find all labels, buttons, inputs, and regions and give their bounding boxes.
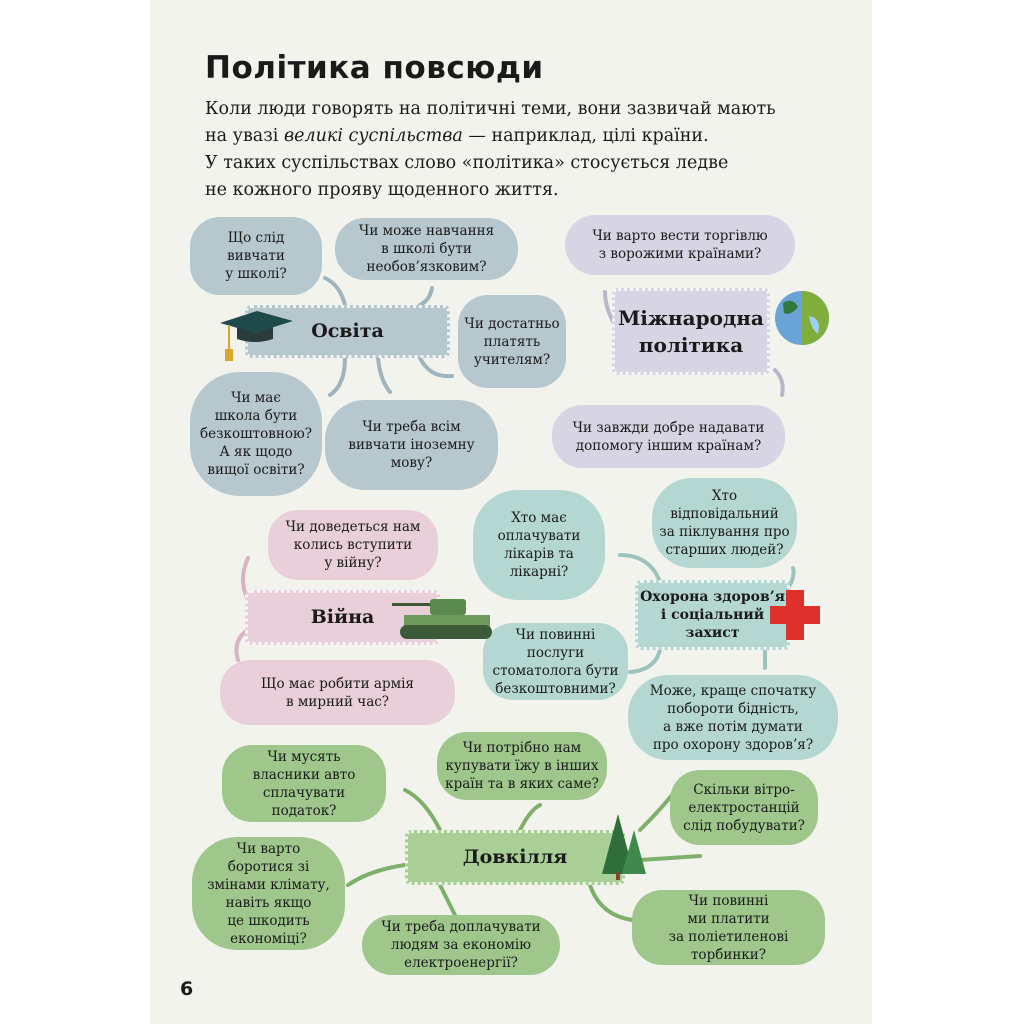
- globe-icon: [774, 290, 830, 346]
- question-bubble: Чи потрібно нам купувати їжу в інших країн та в яких саме?: [437, 732, 607, 800]
- intro-line: не кожного прояву щоденного життя.: [205, 180, 559, 200]
- intro-emphasis: великі суспільства: [283, 126, 463, 146]
- question-bubble: Чи завжди добре надавати допомогу іншим країнам?: [552, 405, 785, 468]
- intro-line: У таких суспільствах слово «політика» стосується ледве: [205, 153, 729, 173]
- red-cross-icon: [768, 588, 822, 642]
- question-bubble: Хто має оплачувати лікарів та лікарні?: [473, 490, 605, 600]
- question-bubble: Чи повинні послуги стоматолога бути безкоштовними?: [483, 623, 628, 700]
- question-bubble: Що має робити армія в мирний час?: [220, 660, 455, 725]
- question-bubble: Чи може навчання в школі бути необов’язковим?: [335, 218, 518, 280]
- question-bubble: Чи варто вести торгівлю з ворожими країнами?: [565, 215, 795, 275]
- topic-war: Війна: [245, 590, 440, 645]
- topic-international-politics: Міжнародна політика: [612, 288, 770, 375]
- question-bubble: Може, краще спочатку побороти бідність, а вже потім думати про охорону здоров’я?: [628, 675, 838, 760]
- topic-health-social: Охорона здоров’я і соціальний захист: [635, 580, 790, 650]
- question-bubble: Чи мусять власники авто сплачувати податок?: [222, 745, 386, 822]
- question-bubble: Чи має школа бути безкоштовною? А як щодо вищої освіти?: [190, 372, 322, 496]
- question-bubble: Чи треба всім вивчати іноземну мову?: [325, 400, 498, 490]
- tank-icon: [390, 595, 494, 643]
- question-bubble: Чи треба доплачувати людям за економію електроенергії?: [362, 915, 560, 975]
- question-bubble: Чи доведеться нам колись вступити у війну?: [268, 510, 438, 580]
- question-bubble: Чи варто боротися зі змінами клімату, навіть якщо це шкодить економіці?: [192, 837, 345, 950]
- pine-trees-icon: [598, 812, 648, 882]
- topic-education: Освіта: [245, 305, 450, 358]
- question-bubble: Чи повинні ми платити за поліетиленові торбинки?: [632, 890, 825, 965]
- page-title: Політика повсюди: [205, 50, 544, 86]
- intro-text: на увазі: [205, 126, 284, 146]
- intro-line: Коли люди говорять на політичні теми, вони зазвичай мають: [205, 99, 776, 119]
- graduation-cap-icon: [215, 305, 295, 365]
- question-bubble: Чи достатньо платять учителям?: [458, 295, 566, 388]
- intro-text: — наприклад, цілі країни.: [462, 126, 709, 146]
- question-bubble: Скільки вітро- електростанцій слід побудувати?: [670, 770, 818, 845]
- question-bubble: Що слід вивчати у школі?: [190, 217, 322, 295]
- question-bubble: Хто відповідальний за піклування про старших людей?: [652, 478, 797, 568]
- topic-environment: Довкілля: [405, 830, 625, 885]
- page-number: 6: [180, 978, 194, 1000]
